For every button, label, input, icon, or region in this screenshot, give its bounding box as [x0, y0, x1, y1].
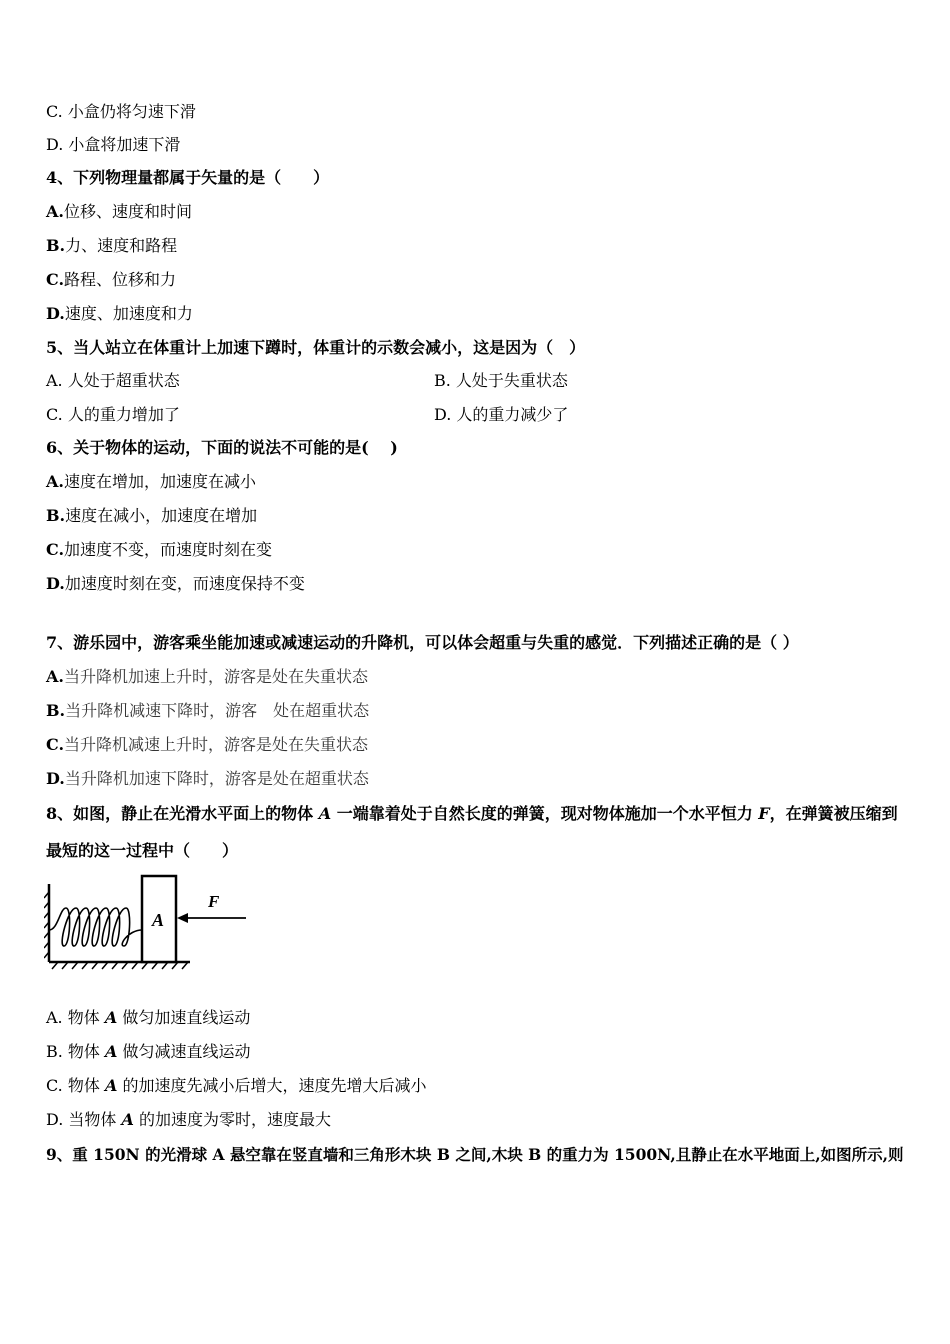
- option-text: 力、速度和路程: [65, 236, 178, 255]
- option-c-q6: [46, 539, 272, 561]
- option-d-q4: [46, 303, 193, 325]
- symbol-a: A: [104, 1076, 118, 1095]
- option-letter: D.: [46, 769, 65, 788]
- option-text: 速度、加速度和力: [64, 304, 193, 323]
- option-d-q8: [46, 1109, 331, 1131]
- option-b-q6: [46, 505, 257, 527]
- option-c-q5: C. 人的重力增加了: [46, 405, 180, 424]
- force-f-label: F: [208, 892, 220, 911]
- text-run: 做匀减速直线运动: [117, 1042, 251, 1061]
- option-a-q4: [46, 201, 192, 223]
- option-b-q7: [46, 700, 369, 722]
- option-letter: D.: [46, 574, 65, 593]
- option-a-q7: [46, 666, 368, 688]
- spring-block-figure: [44, 870, 250, 972]
- option-letter: B.: [46, 701, 66, 720]
- option-b-q4: [46, 235, 177, 257]
- option-a-q6: [46, 471, 256, 493]
- question-4: 4、下列物理量都属于矢量的是（ ）: [46, 168, 330, 187]
- option-d-q5: D. 人的重力减少了: [434, 405, 569, 424]
- symbol-a: A: [105, 1042, 118, 1061]
- option-c-q3: C. 小盒仍将匀速下滑: [46, 102, 196, 121]
- option-d-q6: [46, 573, 305, 595]
- option-text: 速度在减小，加速度在增加: [65, 506, 258, 525]
- option-c-q4: [46, 269, 176, 291]
- arrow-left-icon: [177, 913, 188, 923]
- text-run: 8、如图，静止在光滑水平面上的物体: [46, 804, 319, 823]
- symbol-a: A: [121, 1110, 134, 1129]
- text-run: ，在弹簧被压缩到: [769, 804, 898, 823]
- option-text: 当升降机加速下降时，游客是处在超重状态: [64, 769, 369, 788]
- option-text: 位移、速度和时间: [63, 202, 192, 221]
- option-b-q8: [46, 1041, 251, 1063]
- symbol-f: F: [758, 804, 770, 823]
- option-c-q8: [46, 1075, 426, 1097]
- option-text: 当升降机减速下降时，游客 处在超重状态: [65, 701, 370, 720]
- question-9: 9、重 150N 的光滑球 A 悬空靠在竖直墙和三角形木块 B 之间,木块 B 的重力为 1500N,且静止在水平地面上,如图所示,则: [46, 1145, 904, 1164]
- option-text: 当升降机减速上升时，游客是处在失重状态: [64, 735, 369, 754]
- option-text: 路程、位移和力: [64, 270, 177, 289]
- option-letter: C.: [46, 540, 65, 559]
- question-8-line-2: 最短的这一过程中（ ）: [46, 841, 239, 860]
- option-text: 加速度时刻在变，而速度保持不变: [64, 574, 305, 593]
- option-a-q8: [46, 1007, 250, 1029]
- text-run: D. 当物体: [46, 1110, 122, 1129]
- text-run: C. 物体: [46, 1076, 105, 1095]
- option-letter: B.: [46, 506, 66, 525]
- option-d-q3: D. 小盒将加速下滑: [46, 135, 181, 154]
- block-a-label: A: [152, 910, 165, 930]
- option-letter: A.: [46, 472, 64, 491]
- option-letter: A.: [46, 202, 64, 221]
- text-run: 的加速度先减小后增大，速度先增大后减小: [117, 1076, 427, 1095]
- text-run: A. 物体: [46, 1008, 105, 1027]
- question-5: 5、当人站立在体重计上加速下蹲时，体重计的示数会减小，这是因为（ ）: [46, 338, 586, 357]
- text-run: 一端靠着处于自然长度的弹簧，现对物体施加一个水平恒力: [331, 804, 759, 823]
- question-8-line-1: [46, 803, 898, 825]
- option-a-q5: A. 人处于超重状态: [46, 371, 180, 390]
- option-text: 加速度不变，而速度时刻在变: [64, 540, 273, 559]
- option-b-q5: B. 人处于失重状态: [434, 371, 568, 390]
- option-letter: C.: [46, 270, 65, 289]
- symbol-a: A: [104, 1008, 118, 1027]
- text-run: B. 物体: [46, 1042, 106, 1061]
- spring-icon: [49, 908, 142, 946]
- option-letter: C.: [46, 735, 65, 754]
- question-6: 6、关于物体的运动，下面的说法不可能的是( ): [46, 438, 398, 457]
- text-run: 做匀加速直线运动: [117, 1008, 251, 1027]
- option-c-q7: [46, 734, 368, 756]
- option-text: 速度在增加，加速度在减小: [63, 472, 256, 491]
- option-letter: D.: [46, 304, 65, 323]
- option-letter: A.: [46, 667, 64, 686]
- option-text: 当升降机加速上升时，游客是处在失重状态: [63, 667, 368, 686]
- symbol-a: A: [318, 804, 332, 823]
- option-d-q7: [46, 768, 369, 790]
- option-letter: B.: [46, 236, 66, 255]
- text-run: 的加速度为零时，速度最大: [133, 1110, 332, 1129]
- question-7: 7、游乐园中，游客乘坐能加速或减速运动的升降机，可以体会超重与失重的感觉．下列描述正确的是（ ）: [46, 633, 799, 652]
